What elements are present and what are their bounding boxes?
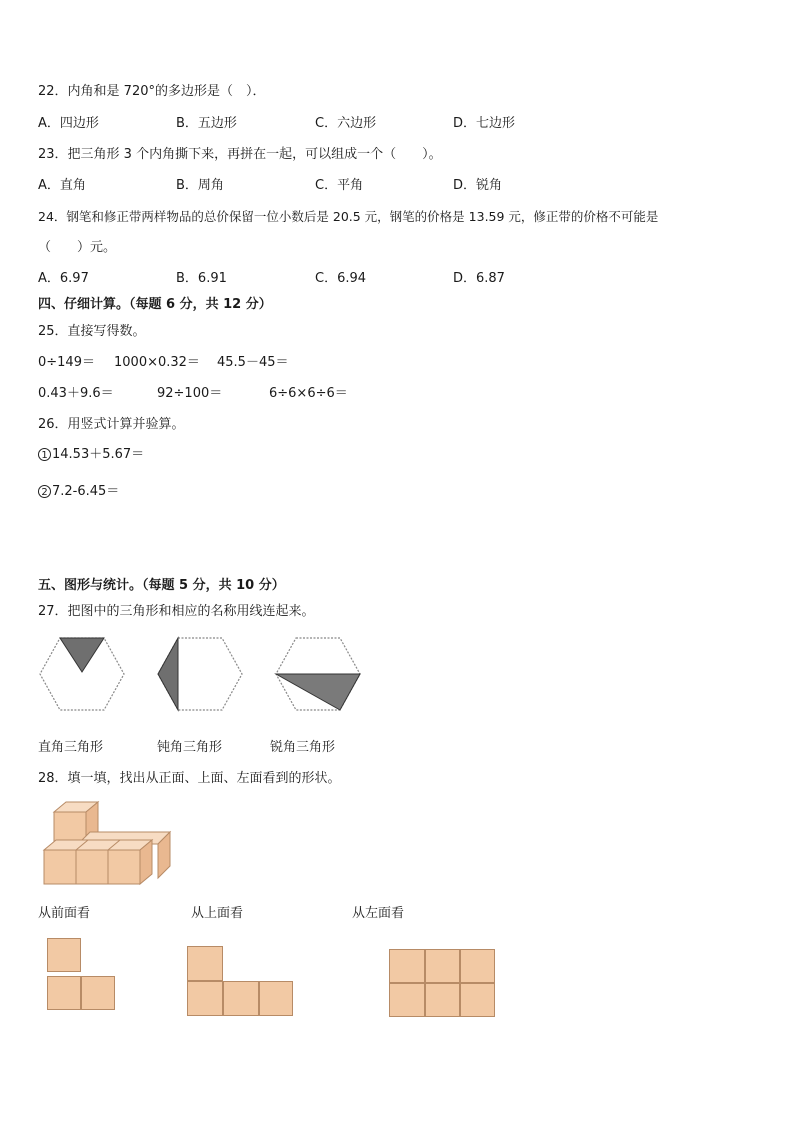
right-triangle-shaded xyxy=(60,638,104,672)
top-view-grid xyxy=(187,946,295,1018)
left-view-cell xyxy=(389,949,425,983)
obtuse-triangle-shaded xyxy=(158,638,178,710)
q28-stem: 28．填一填，找出从正面、上面、左面看到的形状。 xyxy=(38,771,341,786)
q24-option-b: B．6.91 xyxy=(176,271,227,286)
q26-item1-expr: 14.53＋5.67＝ xyxy=(52,447,145,462)
left-view-cell xyxy=(425,983,460,1017)
front-view-grid xyxy=(47,938,119,1016)
q24-stem-line1: 24．钢笔和修正带两样物品的总价保留一位小数后是 20.5 元，钢笔的价格是 13.59 元，修正带的价格不可能是 xyxy=(38,209,659,224)
q26-stem: 26．用竖式计算并验算。 xyxy=(38,417,185,432)
q23-option-c: C．平角 xyxy=(315,178,364,193)
q25-row1-item3: 45.5－45＝ xyxy=(217,355,289,370)
q24-option-a: A．6.97 xyxy=(38,271,89,286)
left-view-cell xyxy=(425,949,460,983)
q27-label-right: 直角三角形 xyxy=(38,740,104,755)
q22-option-a: A．四边形 xyxy=(38,116,99,131)
q24-option-c: C．6.94 xyxy=(315,271,367,286)
top-view-cell xyxy=(223,981,259,1016)
section5-heading: 五、图形与统计。（每题 5 分，共 10 分） xyxy=(38,578,285,593)
circled-number-1: 1 xyxy=(38,448,51,461)
hexagon-figure-1 xyxy=(38,636,128,714)
cube-stack-figure xyxy=(38,798,173,890)
top-view-cell xyxy=(187,981,223,1016)
q25-row1-item2: 1000×0.32＝ xyxy=(114,355,200,370)
q22-option-d: D．七边形 xyxy=(453,116,516,131)
front-view-cell xyxy=(47,976,81,1010)
q27-label-acute: 锐角三角形 xyxy=(270,740,336,755)
q27-label-obtuse: 钝角三角形 xyxy=(157,740,223,755)
front-view-cell xyxy=(47,938,81,972)
q23-option-a: A．直角 xyxy=(38,178,86,193)
q25-stem: 25．直接写得数。 xyxy=(38,324,146,339)
q28-view-left-label: 从左面看 xyxy=(352,906,405,921)
left-view-cell xyxy=(460,949,495,983)
left-view-cell xyxy=(460,983,495,1017)
top-view-cell xyxy=(187,946,223,981)
section4-heading: 四、仔细计算。（每题 6 分，共 12 分） xyxy=(38,297,272,312)
q23-option-d: D．锐角 xyxy=(453,178,503,193)
hexagon-figure-2 xyxy=(156,636,246,714)
front-view-cell xyxy=(81,976,115,1010)
q28-view-top-label: 从上面看 xyxy=(191,906,244,921)
q26-item2 xyxy=(38,484,119,500)
q22-option-b: B．五边形 xyxy=(176,116,237,131)
top-view-cell xyxy=(259,981,293,1016)
q25-row1-item1: 0÷149＝ xyxy=(38,355,95,370)
q27-stem: 27．把图中的三角形和相应的名称用线连起来。 xyxy=(38,604,315,619)
circled-number-2: 2 xyxy=(38,485,51,498)
q25-row2-item2: 92÷100＝ xyxy=(157,386,223,401)
q25-row2-item3: 6÷6×6÷6＝ xyxy=(269,386,348,401)
q22-stem: 22．内角和是 720°的多边形是（ ）． xyxy=(38,84,266,99)
acute-triangle-shaded xyxy=(276,674,360,710)
q24-option-d: D．6.87 xyxy=(453,271,505,286)
q28-view-front-label: 从前面看 xyxy=(38,906,91,921)
q23-stem: 23．把三角形 3 个内角撕下来，再拼在一起，可以组成一个（ ）。 xyxy=(38,147,442,162)
hexagon-figure-3 xyxy=(274,636,364,714)
q26-item1 xyxy=(38,447,144,463)
q25-row2-item1: 0.43＋9.6＝ xyxy=(38,386,114,401)
left-view-cell xyxy=(389,983,425,1017)
q26-item2-expr: 7.2-6.45＝ xyxy=(52,484,120,499)
left-view-grid xyxy=(389,949,495,1017)
q24-stem-line2: （ ）元。 xyxy=(38,240,117,255)
q23-option-b: B．周角 xyxy=(176,178,224,193)
q22-option-c: C．六边形 xyxy=(315,116,377,131)
